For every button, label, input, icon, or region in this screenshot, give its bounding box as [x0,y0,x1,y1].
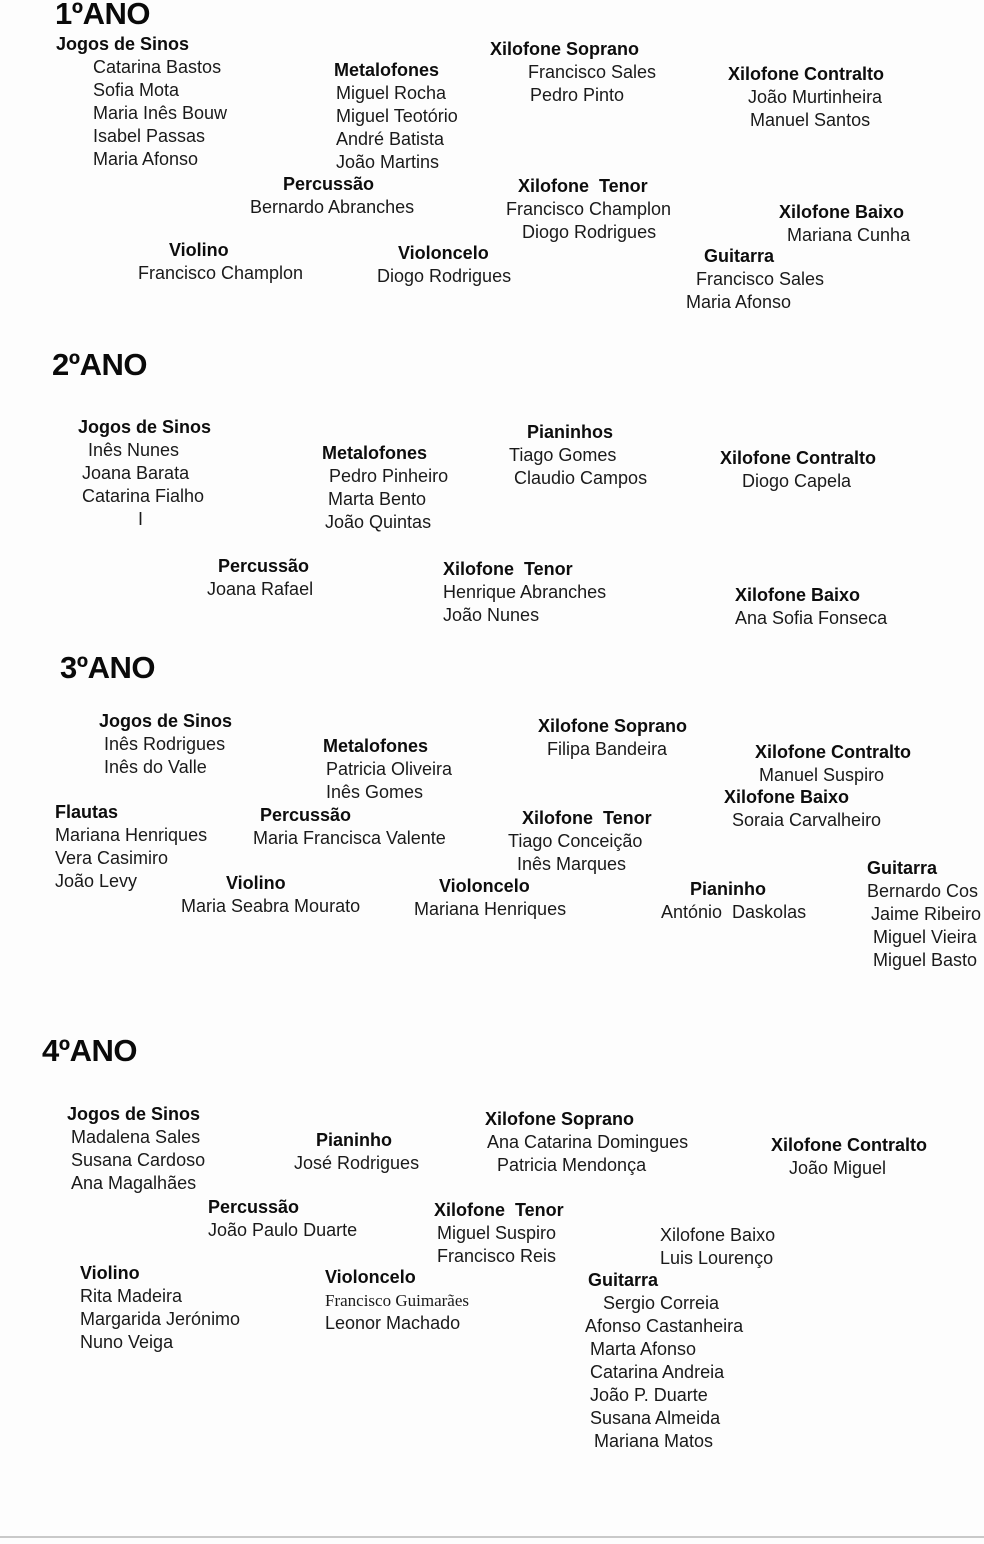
member-name: Maria Seabra Mourato [181,896,361,916]
member-name: José Rodrigues [294,1153,420,1173]
group-label: Guitarra [588,1270,659,1290]
group-label: Pianinhos [527,422,614,442]
member-name: Francisco Sales [696,269,825,289]
member-list [508,830,652,876]
member-list [56,56,227,171]
group-metalofones-1 [334,59,458,174]
group-label: Xilofone Baixo [724,787,850,807]
member-list [207,578,313,601]
group-xilofone-contralto-3 [755,741,911,787]
member-name: I [138,509,144,529]
member-list [735,607,887,630]
member-list [181,895,360,918]
group-label: Violino [169,240,229,260]
group-label: Guitarra [704,246,775,266]
group-violoncelo-3 [414,875,566,921]
group-label: Pianinho [690,879,766,899]
member-name: Patricia Oliveira [326,759,453,779]
group-label: Violoncelo [439,876,530,896]
group-violino-3 [181,872,360,918]
member-name: Manuel Santos [750,110,871,130]
group-xilofone-tenor-4 [434,1199,564,1268]
group-violino-1 [138,239,303,285]
member-name: Bernardo Cos [867,881,979,901]
member-name: André Batista [336,129,445,149]
member-name: Maria Francisca Valente [253,828,446,848]
member-list [294,1152,419,1175]
member-name: Joana Rafael [207,579,314,599]
section-title-1-ano: 1ºANO [55,0,150,31]
group-xilofone-tenor-3 [508,807,652,876]
member-list [755,764,911,787]
member-name: Ana Catarina Domingues [487,1132,689,1152]
member-name: Vera Casimiro [55,848,169,868]
member-list [585,1292,743,1453]
member-name: Miguel Rocha [336,83,447,103]
member-name: Luis Lourenço [660,1248,774,1268]
member-name: João Martins [336,152,440,172]
member-list [78,439,211,531]
member-list [377,265,511,288]
group-xilofone-contralto-2 [720,447,876,493]
member-list [686,268,824,314]
member-name: Francisco Sales [528,62,657,82]
group-label: Xilofone Baixo [779,202,905,222]
group-label: Xilofone Tenor [522,808,652,828]
group-xilofone-baixo-1 [779,201,910,247]
group-violino-4 [80,1262,240,1354]
member-list [80,1285,240,1354]
member-name: Soraia Carvalheiro [732,810,882,830]
member-list [325,1289,469,1335]
group-xilofone-soprano-3 [538,715,687,761]
member-list [443,581,606,627]
group-jogos-de-sinos-2 [78,416,211,531]
member-name: Diogo Capela [742,471,852,491]
group-violoncelo-1 [377,242,511,288]
member-name: Susana Almeida [590,1408,721,1428]
group-label: Violino [80,1263,140,1283]
member-name: Tiago Conceição [508,831,643,851]
group-percussao-4 [208,1196,357,1242]
member-name: Francisco Champlon [138,263,304,283]
group-metalofones-2 [322,442,448,534]
member-name: João Nunes [443,605,540,625]
group-violoncelo-4 [325,1266,469,1335]
member-name: Susana Cardoso [71,1150,206,1170]
member-name: Jaime Ribeiro [871,904,982,924]
member-name: Maria Afonso [686,292,792,312]
member-name: Maria Inês Bouw [93,103,228,123]
member-name: Inês Rodrigues [104,734,226,754]
member-name: João P. Duarte [590,1385,708,1405]
member-name: Sofia Mota [93,80,180,100]
member-name: Inês do Valle [104,757,207,777]
member-name: Nuno Veiga [80,1332,174,1352]
member-name: Catarina Bastos [93,57,222,77]
group-label: Guitarra [867,858,938,878]
group-guitarra-1 [686,245,824,314]
member-name: Margarida Jerónimo [80,1309,241,1329]
group-xilofone-baixo-4 [660,1224,775,1270]
group-label: Percussão [283,174,375,194]
group-label: Xilofone Soprano [538,716,688,736]
member-name: Marta Afonso [590,1339,697,1359]
member-name: Mariana Henriques [55,825,208,845]
group-label: Jogos de Sinos [78,417,212,437]
member-name: Joana Barata [82,463,190,483]
member-name: Francisco Guimarães [325,1291,469,1310]
member-list [867,880,981,972]
member-name: Pedro Pinheiro [329,466,449,486]
section-title-2-ano: 2ºANO [52,347,147,382]
group-label: Xilofone Contralto [755,742,911,762]
member-list [724,809,881,832]
member-name: Catarina Andreia [590,1362,725,1382]
group-xilofone-soprano-4 [485,1108,688,1177]
member-name: Mariana Cunha [787,225,911,245]
member-name: Inês Nunes [88,440,180,460]
group-percussao-1 [250,173,414,219]
group-label: Xilofone Contralto [728,64,884,84]
member-name: Madalena Sales [71,1127,201,1147]
group-label: Metalofones [334,60,440,80]
member-list [538,738,687,761]
member-list [771,1157,927,1180]
member-name: Afonso Castanheira [585,1316,744,1336]
member-name: Francisco Reis [437,1246,557,1266]
member-list [720,470,876,493]
section-title-4-ano: 4ºANO [42,1033,137,1068]
member-name: Catarina Fialho [82,486,205,506]
group-label: Percussão [208,1197,300,1217]
group-label: Violoncelo [325,1267,416,1287]
member-name: Claudio Campos [514,468,648,488]
member-name: João Paulo Duarte [208,1220,358,1240]
member-name: Patricia Mendonça [497,1155,647,1175]
member-list [99,733,232,779]
group-xilofone-tenor-1 [506,175,671,244]
group-label: Jogos de Sinos [99,711,233,731]
group-guitarra-3 [867,857,981,972]
group-label: Xilofone Tenor [518,176,648,196]
member-list [67,1126,205,1195]
member-name: Maria Afonso [93,149,199,169]
member-name: Marta Bento [328,489,427,509]
member-list [485,1131,688,1177]
member-list [334,82,458,174]
member-name: António Daskolas [661,902,807,922]
group-label: Xilofone Tenor [434,1200,564,1220]
member-list [661,901,806,924]
group-label: Xilofone Baixo [735,585,861,605]
member-list [434,1222,564,1268]
group-label: Jogos de Sinos [67,1104,201,1124]
member-name: Inês Marques [517,854,627,874]
member-name: Miguel Basto [873,950,978,970]
member-name: Bernardo Abranches [250,197,415,217]
group-label: Percussão [218,556,310,576]
member-name: Manuel Suspiro [759,765,885,785]
member-name: João Murtinheira [748,87,883,107]
member-name: Filipa Bandeira [547,739,668,759]
group-xilofone-baixo-2 [735,584,887,630]
group-xilofone-soprano-1 [490,38,656,107]
member-name: Henrique Abranches [443,582,607,602]
member-name: Pedro Pinto [530,85,625,105]
group-percussao-3 [253,804,446,850]
member-name: Miguel Suspiro [437,1223,557,1243]
member-name: Inês Gomes [326,782,424,802]
group-label: Xilofone Soprano [490,39,640,59]
group-label: Xilofone Tenor [443,559,573,579]
group-label: Flautas [55,802,119,822]
group-percussao-2 [207,555,313,601]
group-label: Jogos de Sinos [56,34,190,54]
member-name: Mariana Henriques [414,899,567,919]
group-label: Violoncelo [398,243,489,263]
group-jogos-de-sinos-3 [99,710,232,779]
member-name: Francisco Champlon [506,199,672,219]
member-name: Leonor Machado [325,1313,461,1333]
group-label: Xilofone Baixo [660,1225,776,1245]
member-name: João Quintas [325,512,432,532]
group-label: Xilofone Contralto [720,448,876,468]
group-jogos-de-sinos-1 [56,33,227,171]
member-name: Miguel Vieira [873,927,977,947]
member-list [660,1247,775,1270]
group-label: Pianinho [316,1130,392,1150]
group-xilofone-baixo-3 [724,786,881,832]
member-list [138,262,303,285]
group-xilofone-contralto-1 [728,63,884,132]
group-label: Percussão [260,805,352,825]
member-name: Diogo Rodrigues [522,222,657,242]
member-list [728,86,884,132]
member-name: João Miguel [789,1158,887,1178]
group-label: Xilofone Contralto [771,1135,927,1155]
group-pianinhos-2 [509,421,647,490]
member-name: Sergio Correia [603,1293,720,1313]
group-pianinho-4 [294,1129,419,1175]
group-metalofones-3 [323,735,452,804]
member-list [506,198,671,244]
group-label: Metalofones [323,736,429,756]
member-name: Isabel Passas [93,126,206,146]
member-list [208,1219,357,1242]
member-list [490,61,656,107]
member-name: Ana Sofia Fonseca [735,608,888,628]
member-name: Mariana Matos [594,1431,714,1451]
member-list [323,758,452,804]
section-title-3-ano: 3ºANO [60,650,155,685]
member-name: Miguel Teotório [336,106,458,126]
member-list [779,224,910,247]
group-xilofone-tenor-2 [443,558,606,627]
page-bottom-edge [0,1536,984,1538]
member-name: Tiago Gomes [509,445,617,465]
member-name: João Levy [55,871,138,891]
group-pianinho-3 [661,878,806,924]
member-list [253,827,446,850]
group-label: Violino [226,873,286,893]
group-label: Xilofone Soprano [485,1109,635,1129]
member-name: Diogo Rodrigues [377,266,512,286]
group-guitarra-4 [585,1269,743,1453]
member-list [509,444,647,490]
group-jogos-de-sinos-4 [67,1103,205,1195]
member-list [250,196,414,219]
member-list [414,898,566,921]
member-list [322,465,448,534]
group-xilofone-contralto-4 [771,1134,927,1180]
group-label: Metalofones [322,443,428,463]
member-name: Ana Magalhães [71,1173,197,1193]
member-name: Rita Madeira [80,1286,183,1306]
